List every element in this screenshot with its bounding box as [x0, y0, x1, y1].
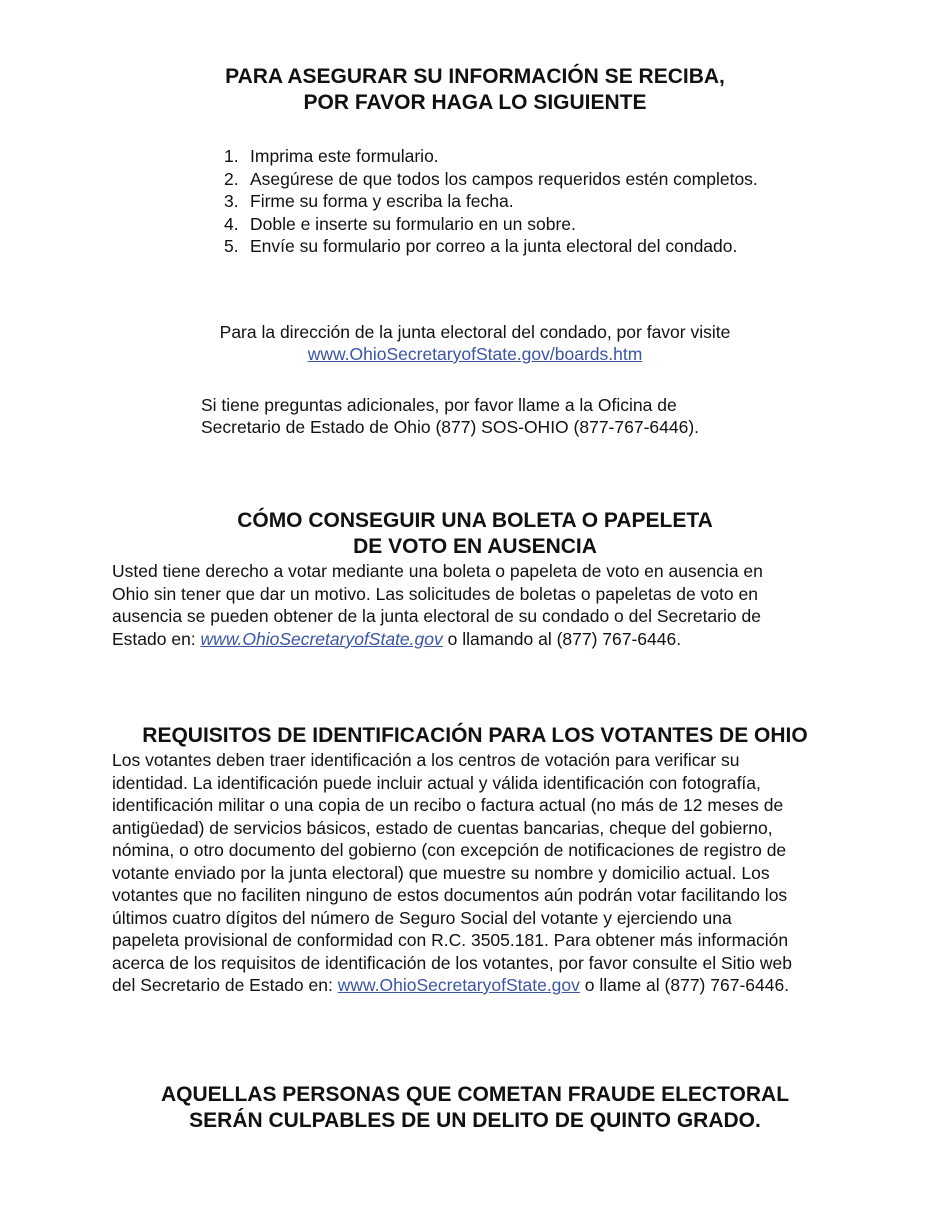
fraud-warning: [0, 1082, 950, 1134]
warning-line: AQUELLAS PERSONAS QUE COMETAN FRAUDE ELECTORAL: [160, 1083, 790, 1106]
instructions-list: [224, 145, 758, 258]
title-line: DE VOTO EN AUSENCIA: [353, 535, 597, 558]
section-title-absentee: [0, 508, 950, 560]
list-item: 3. Firme su forma y escriba la fecha.: [224, 191, 514, 211]
warning-line: SERÁN CULPABLES DE UN DELITO DE QUINTO GRADO.: [189, 1109, 761, 1132]
absentee-paragraph: Usted tiene derecho a votar mediante una boleta o papeleta de voto en ausencia en Ohio sin tener que dar un motivo. Las solicitudes de boletas o papeletas de voto en ausencia se pueden obtener de la junta electoral de su condado o del Secretario de Estado en: www.OhioSecretaryofState.gov o llamando al (877) 767-6446.: [112, 561, 763, 649]
list-item: 1. Imprima este formulario.: [224, 146, 439, 166]
list-item: 5. Envíe su formulario por correo a la junta electoral del condado.: [224, 236, 738, 256]
questions-note: [201, 394, 699, 438]
title-line: PARA ASEGURAR SU INFORMACIÓN SE RECIBA,: [225, 65, 725, 88]
title-line: POR FAVOR HAGA LO SIGUIENTE: [303, 91, 647, 114]
list-item: 2. Asegúrese de que todos los campos requeridos estén completos.: [224, 168, 758, 189]
sos-link[interactable]: www.OhioSecretaryofState.gov: [200, 628, 443, 649]
board-address-note: [0, 321, 950, 365]
boards-link[interactable]: www.OhioSecretaryofState.gov/boards.htm: [307, 344, 643, 364]
section-title-id-requirements: [0, 723, 950, 749]
title-line: REQUISITOS DE IDENTIFICACIÓN PARA LOS VOTANTES DE OHIO: [142, 724, 808, 747]
list-item: 4. Doble e inserte su formulario en un sobre.: [224, 213, 576, 234]
title-line: CÓMO CONSEGUIR UNA BOLETA O PAPELETA: [237, 509, 713, 532]
section-title-instructions: [0, 64, 950, 116]
id-requirements-paragraph: Los votantes deben traer identificación a los centros de votación para verificar su identidad. La identificación puede incluir actual y válida identificación con fotografía, identificación militar o una copia de un recibo o factura actual (no más de 12 meses de antigüedad) de servicios básicos, estado de cuentas bancarias, cheque del gobierno, nómina, o otro documento del gobierno (con excepción de notificaciones de registro de votante enviado por la junta electoral) que muestre su nombre y domicilio actual. Los votantes que no faciliten ninguno de estos documentos aún podrán votar facilitando los últimos cuatro dígitos del número de Seguro Social del votante y ejerciendo una papeleta provisional de conformidad con R.C. 3505.181. Para obtener más información acerca de los requisitos de identificación de los votantes, por favor consulte el Sitio web del Secretario de Estado en: www.OhioSecretaryofState.gov o llame al (877) 767-6446.: [112, 750, 792, 995]
address-text: Para la dirección de la junta electoral del condado, por favor visite: [219, 322, 731, 342]
sos-link[interactable]: www.OhioSecretaryofState.gov: [337, 975, 580, 995]
questions-line: Secretario de Estado de Ohio (877) SOS-OHIO (877-767-6446).: [201, 417, 700, 437]
questions-line: Si tiene preguntas adicionales, por favor llame a la Oficina de: [201, 395, 677, 415]
